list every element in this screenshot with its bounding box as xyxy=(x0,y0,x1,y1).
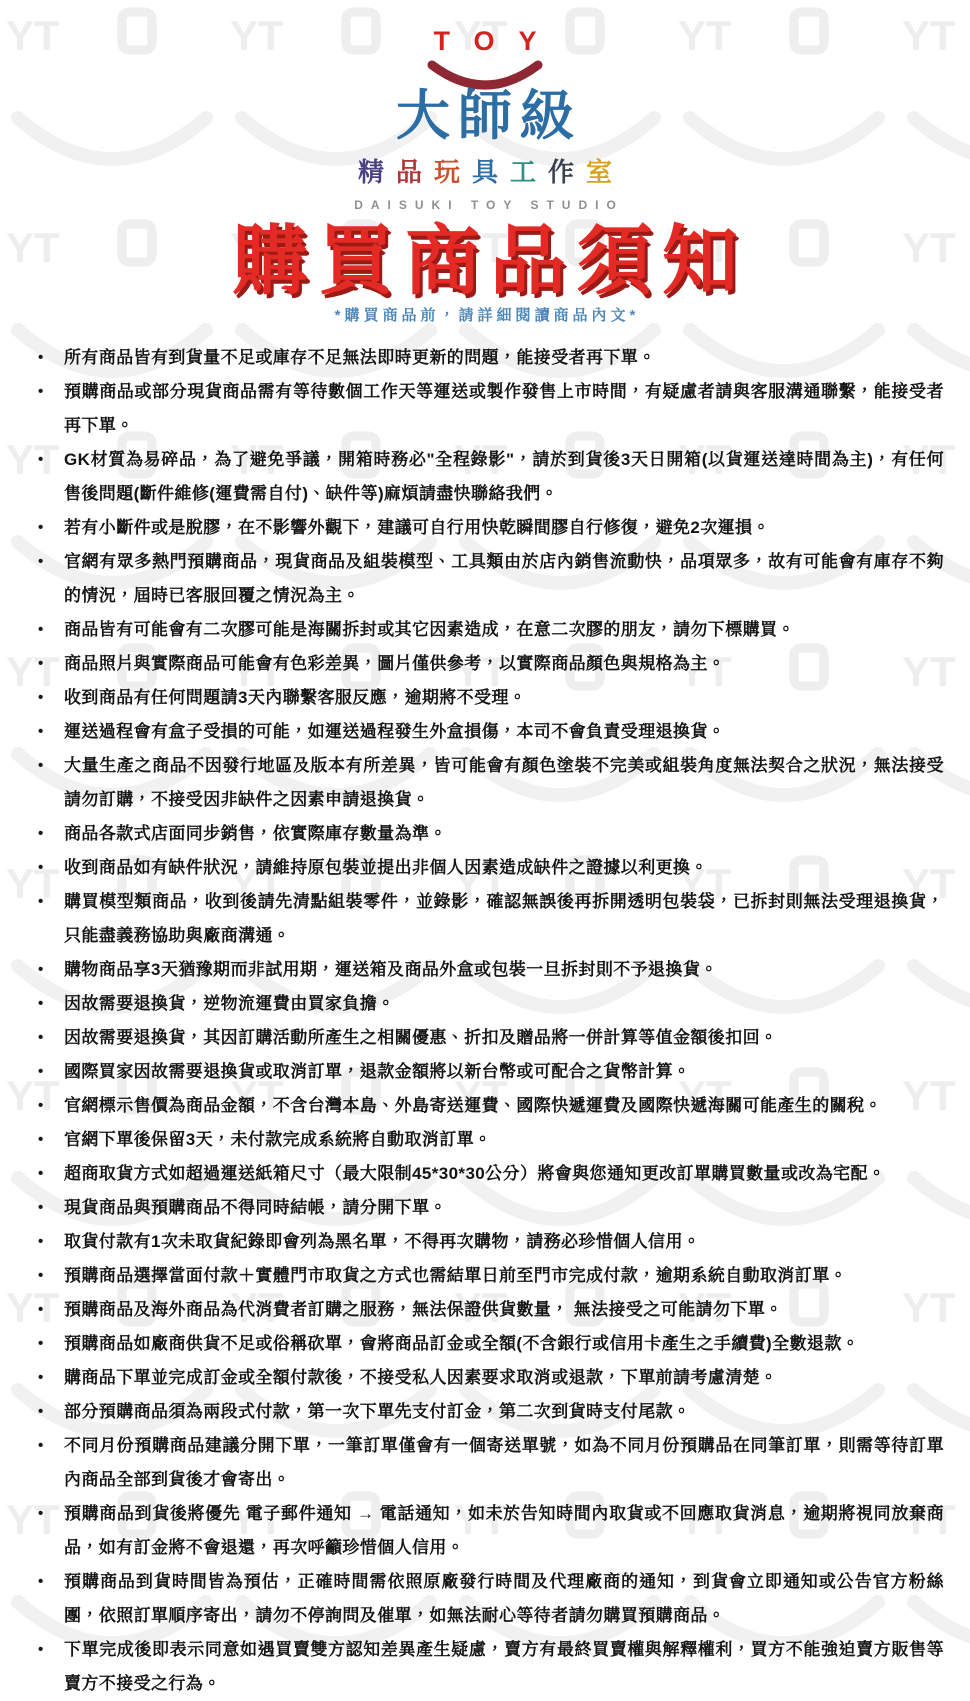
notice-item xyxy=(30,375,944,443)
brand-name-zh: 大師級 xyxy=(396,86,582,146)
notice-item xyxy=(30,1157,944,1191)
notice-item xyxy=(30,1633,944,1701)
notice-item-text: 商品照片與實際商品可能會有色彩差異，圖片僅供參考，以實際商品顏色與規格為主。 xyxy=(64,654,726,674)
notice-item xyxy=(30,681,944,715)
notice-item-text: 若有小斷件或是脫膠，在不影響外觀下，建議可自行用快乾瞬間膠自行修復，避免2次運損。 xyxy=(64,518,770,538)
bullet-icon: • xyxy=(38,1199,44,1217)
notice-item-text: 不同月份預購商品建議分開下單，一筆訂單僅會有一個寄送單號，如為不同月份預購品在同筆訂單，則需等待訂單內商品全部到貨後才會寄出。 xyxy=(64,1436,944,1490)
notice-item-text: 國際買家因故需要退換貨或取消訂單，退款金額將以新台幣或可配合之貨幣計算。 xyxy=(64,1062,691,1082)
notice-item xyxy=(30,443,944,511)
bullet-icon: • xyxy=(38,655,44,673)
notice-item-text: 因故需要退換貨，其因訂購活動所產生之相關優惠、折扣及贈品將一併計算等值金額後扣回。 xyxy=(64,1028,778,1048)
bullet-icon: • xyxy=(38,757,44,775)
bullet-icon: • xyxy=(38,1233,44,1251)
notice-item xyxy=(30,1429,944,1497)
notice-item xyxy=(30,1225,944,1259)
notice-item-text: 預購商品到貨後將優先 電子郵件通知 → 電話通知，如未於告知時間內取貨或不回應取貨消息，逾期將視同放棄商品，如有訂金將不會退還，再次呼籲珍惜個人信用。 xyxy=(64,1504,944,1558)
notice-item-text: GK材質為易碎品，為了避免爭議，開箱時務必"全程錄影"，請於到貨後3天日開箱(以貨運送達時間為主)，有任何售後問題(斷件維修(運費需自付)、缺件等)麻煩請盡快聯絡我們。 xyxy=(64,450,944,504)
notice-item-text: 取貨付款有1次未取貨紀錄即會列為黑名單，不得再次購物，請務必珍惜個人信用。 xyxy=(64,1232,701,1252)
notice-item-text: 購商品下單並完成訂金或全額付款後，不接受私人因素要求取消或退款，下單前請考慮清楚。 xyxy=(64,1368,778,1388)
bullet-icon: • xyxy=(38,961,44,979)
bullet-icon: • xyxy=(38,893,44,911)
bullet-icon: • xyxy=(38,995,44,1013)
notice-item xyxy=(30,1293,944,1327)
brand-subname-char: 精 xyxy=(357,157,396,188)
notice-list xyxy=(30,341,944,1701)
brand-subname-char: 玩 xyxy=(433,157,472,188)
notice-item-text: 收到商品有任何問題請3天內聯繫客服反應，逾期將不受理。 xyxy=(64,688,527,708)
notice-item xyxy=(30,341,944,375)
notice-item xyxy=(30,1089,944,1123)
bullet-icon: • xyxy=(38,451,44,469)
bullet-icon: • xyxy=(38,1301,44,1319)
bullet-icon: • xyxy=(38,825,44,843)
bullet-icon: • xyxy=(38,723,44,741)
notice-item-text: 超商取貨方式如超過運送紙箱尺寸（最大限制45*30*30公分）將會與您通知更改訂單購買數量或改為宅配。 xyxy=(64,1164,886,1184)
bullet-icon: • xyxy=(38,1131,44,1149)
bullet-icon: • xyxy=(38,1505,44,1523)
brand-subname-char: 具 xyxy=(471,157,510,188)
bullet-icon: • xyxy=(38,1165,44,1183)
bullet-icon: • xyxy=(38,1097,44,1115)
notice-item-text: 預購商品如廠商供貨不足或俗稱砍單，會將商品訂金或全額(不含銀行或信用卡產生之手續費)全數退款。 xyxy=(64,1334,860,1354)
notice-item xyxy=(30,749,944,817)
bullet-icon: • xyxy=(38,519,44,537)
bullet-icon: • xyxy=(38,349,44,367)
bullet-icon: • xyxy=(38,1641,44,1659)
notice-item-text: 購物商品享3天猶豫期而非試用期，運送箱及商品外盒或包裝一旦拆封則不予退換貨。 xyxy=(64,960,718,980)
notice-item-text: 官網標示售價為商品金額，不含台灣本島、外島寄送運費、國際快遞運費及國際快遞海關可能產生的關稅。 xyxy=(64,1096,882,1116)
brand-subname-char: 工 xyxy=(510,157,549,188)
notice-item-text: 所有商品皆有到貨量不足或庫存不足無法即時更新的問題，能接受者再下單。 xyxy=(64,348,656,368)
notice-item-text: 部分預購商品須為兩段式付款，第一次下單先支付訂金，第二次到貨時支付尾款。 xyxy=(64,1402,691,1422)
notice-item-text: 預購商品或部分現貨商品需有等待數個工作天等運送或製作發售上市時間，有疑慮者請與客服溝通聯繫，能接受者再下單。 xyxy=(64,382,944,436)
bullet-icon: • xyxy=(38,1063,44,1081)
notice-item-text: 收到商品如有缺件狀況，請維持原包裝並提出非個人因素造成缺件之證據以利更換。 xyxy=(64,858,708,878)
bullet-icon: • xyxy=(38,1267,44,1285)
notice-item xyxy=(30,1395,944,1429)
notice-item xyxy=(30,1191,944,1225)
notice-item-text: 購買模型類商品，收到後請先清點組裝零件，並錄影，確認無誤後再拆開透明包裝袋，已拆封則無法受理退換貨，只能盡義務協助與廠商溝通。 xyxy=(64,892,944,946)
bullet-icon: • xyxy=(38,553,44,571)
notice-item xyxy=(30,885,944,953)
notice-item-text: 預購商品選擇當面付款＋實體門市取貨之方式也需結單日前至門市完成付款，逾期系統自動取消訂單。 xyxy=(64,1266,847,1286)
notice-item-text: 現貨商品與預購商品不得同時結帳，請分開下單。 xyxy=(64,1198,447,1218)
brand-toy-label: TOY xyxy=(433,26,561,56)
notice-item-text: 因故需要退換貨，逆物流運費由買家負擔。 xyxy=(64,994,395,1014)
notice-item xyxy=(30,1327,944,1361)
brand-header xyxy=(0,0,970,212)
notice-item xyxy=(30,1361,944,1395)
notice-item-text: 官網有眾多熱門預購商品，現貨商品及組裝模型、工具類由於店內銷售流動快，品項眾多，故有可能會有庫存不夠的情況，屆時已客服回覆之情況為主。 xyxy=(64,552,944,606)
brand-subname-char: 品 xyxy=(395,157,434,188)
notice-item-text: 商品各款式店面同步銷售，依實際庫存數量為準。 xyxy=(64,824,447,844)
notice-item-text: 下單完成後即表示同意如遇買賣雙方認知差異產生疑慮，賣方有最終買賣權與解釋權利，買方不能強迫賣方販售等賣方不接受之行為。 xyxy=(64,1640,944,1694)
notice-item xyxy=(30,953,944,987)
notice-item xyxy=(30,647,944,681)
notice-item xyxy=(30,1259,944,1293)
bullet-icon: • xyxy=(38,1029,44,1047)
page-title: 購買商品須知 xyxy=(232,219,748,305)
notice-item xyxy=(30,511,944,545)
notice-item xyxy=(30,987,944,1021)
brand-subname-char: 作 xyxy=(548,157,587,188)
notice-item-text: 預購商品及海外商品為代消費者訂購之服務，無法保證供貨數量， 無法接受之可能請勿下單。 xyxy=(64,1300,783,1320)
notice-item xyxy=(30,817,944,851)
notice-item xyxy=(30,1055,944,1089)
notice-item-text: 官網下單後保留3天，未付款完成系統將自動取消訂單。 xyxy=(64,1130,492,1150)
notice-item-text: 運送過程會有盒子受損的可能，如運送過程發生外盒損傷，本司不會負責受理退換貨。 xyxy=(64,722,726,742)
bullet-icon: • xyxy=(38,383,44,401)
brand-name-en: DAISUKI TOY STUDIO xyxy=(354,198,624,213)
notice-item xyxy=(30,1565,944,1633)
page-subtitle: *購買商品前，請詳細閱讀商品內文* xyxy=(334,307,640,325)
bullet-icon: • xyxy=(38,1369,44,1387)
notice-item-text: 大量生產之商品不因發行地區及版本有所差異，皆可能會有顏色塗裝不完美或組裝角度無法契合之狀況，無法接受請勿訂購，不接受因非缺件之因素申請退換貨。 xyxy=(64,756,944,810)
bullet-icon: • xyxy=(38,859,44,877)
bullet-icon: • xyxy=(38,1335,44,1353)
bullet-icon: • xyxy=(38,621,44,639)
notice-item xyxy=(30,1021,944,1055)
notice-item-text: 商品皆有可能會有二次膠可能是海關拆封或其它因素造成，在意二次膠的朋友，請勿下標購買。 xyxy=(64,620,795,640)
notice-item xyxy=(30,545,944,613)
notice-item xyxy=(30,715,944,749)
brand-subname-char: 室 xyxy=(586,157,625,188)
bullet-icon: • xyxy=(38,1437,44,1455)
notice-item-text: 預購商品到貨時間皆為預估，正確時間需依照原廠發行時間及代理廠商的通知，到貨會立即通知或公告官方粉絲團，依照訂單順序寄出，請勿不停詢問及催單，如無法耐心等待者請勿購買預購商品。 xyxy=(64,1572,944,1626)
notice-item xyxy=(30,613,944,647)
brand-subname-zh xyxy=(0,152,970,189)
bullet-icon: • xyxy=(38,1403,44,1421)
notice-item xyxy=(30,1123,944,1157)
bullet-icon: • xyxy=(38,689,44,707)
bullet-icon: • xyxy=(38,1573,44,1591)
notice-item xyxy=(30,1497,944,1565)
notice-item xyxy=(30,851,944,885)
